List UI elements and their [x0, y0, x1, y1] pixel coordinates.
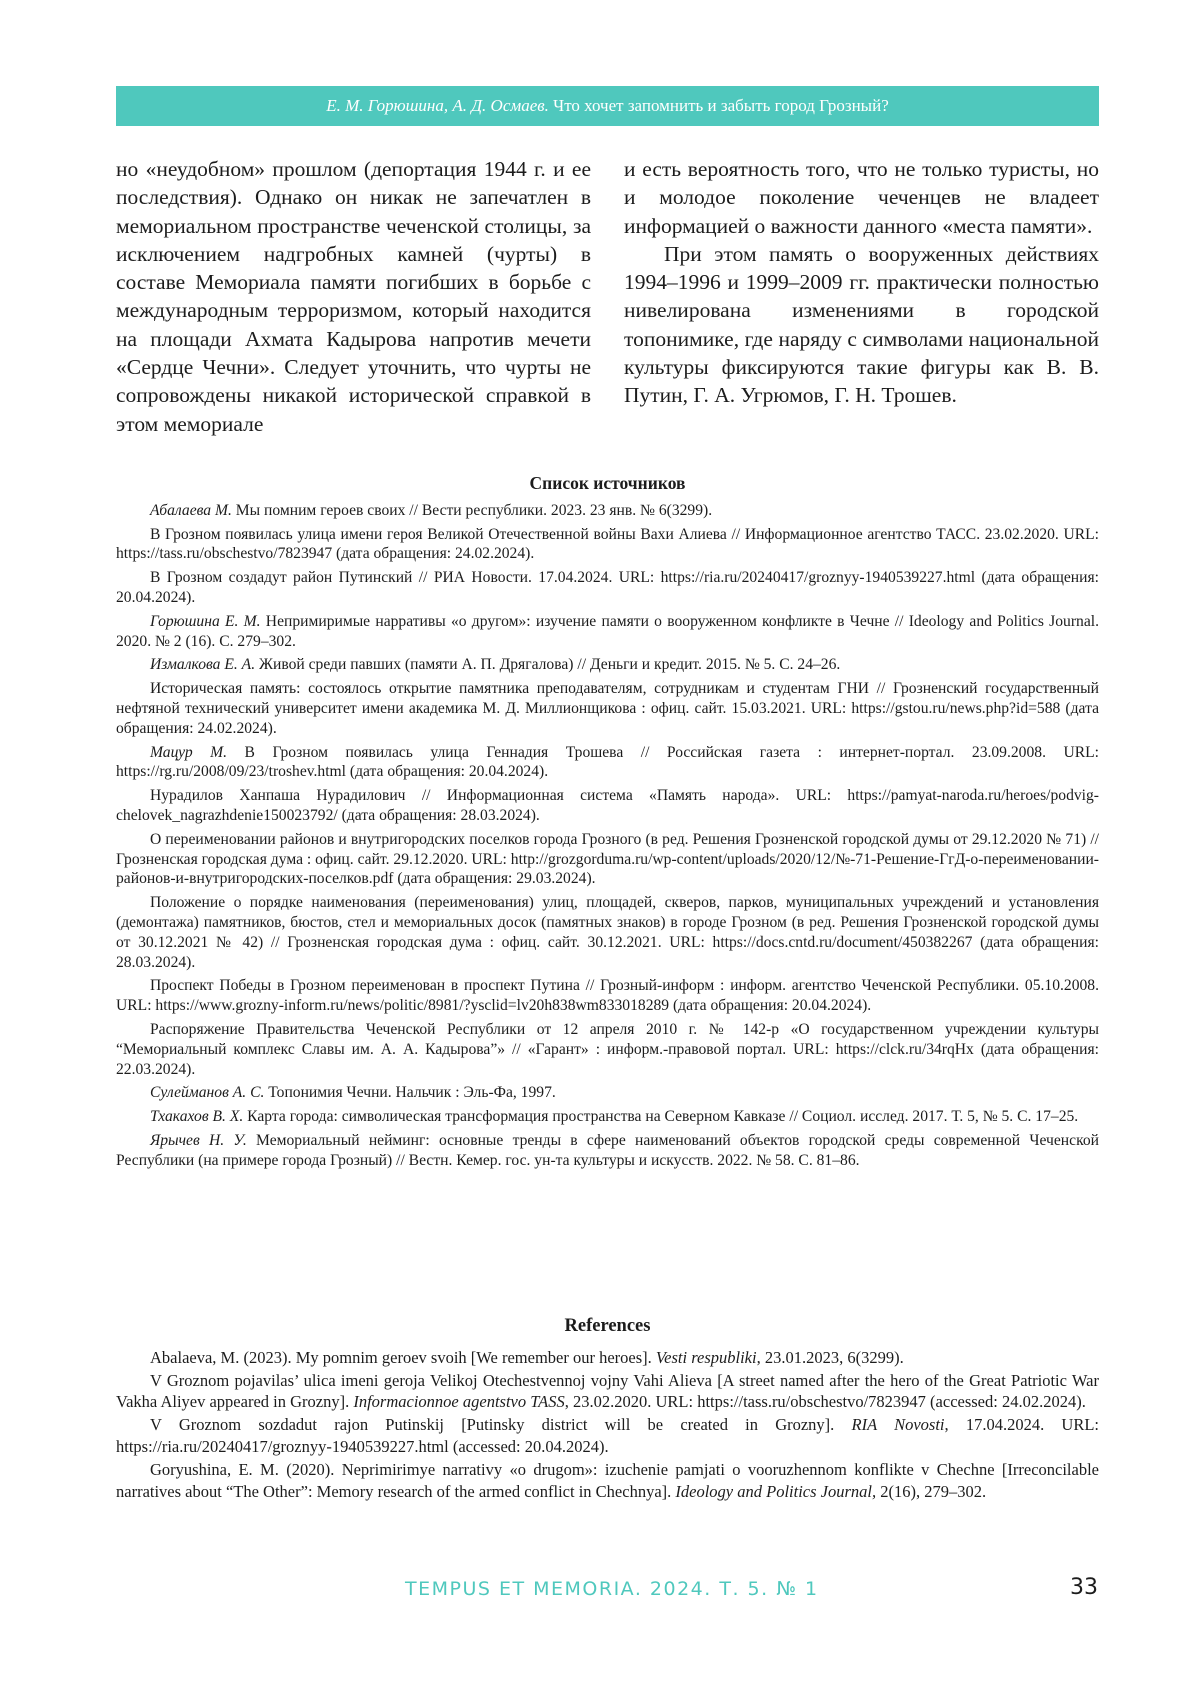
source-text: Историческая память: состоялось открытие памятника преподавателям, сотрудникам и студентам ГНИ // Грозненский государственный нефтяной технический университет имени академика М. Д. Миллионщикова : офиц. сайт. 15.03.2021. URL: https://gstou.ru/news.php?id=588 (дата обращения: 24.02.2024). [116, 680, 1099, 737]
reference-ital: Ideology and Politics Journal, [675, 1481, 877, 1501]
source-entry [116, 612, 1099, 652]
reference-post: 2(16), 279–302. [876, 1481, 987, 1501]
references-section [116, 1316, 1099, 1503]
source-author: Абалаева М. [150, 501, 232, 519]
source-entry [116, 655, 1099, 675]
source-entry [116, 1107, 1099, 1127]
source-text: В Грозном появилась улица имени героя Великой Отечественной войны Вахи Алиева // Информационное агентство ТАСС. 23.02.2020. URL: https://tass.ru/obschestvo/7823947 (дата обращения: 24.02.2024). [116, 525, 1099, 563]
body-paragraph: При этом память о вооруженных действиях 1994–1996 и 1999–2009 гг. практически полностью нивелирована изменениями в городской топонимике, где наряду с символами национальной культуры фиксируются такие фигуры как В. В. Путин, Г. А. Угрюмов, Г. Н. Трошев. [624, 241, 1099, 408]
source-text: Распоряжение Правительства Чеченской Республики от 12 апреля 2010 г. № 142-р «О государственном учреждении культуры “Мемориальный комплекс Славы им. А. А. Кадырова”» // «Гарант» : информ.-правовой портал. URL: https://clck.ru/34rqHx (дата обращения: 22.03.2024). [116, 1020, 1099, 1078]
source-author: Измалкова Е. А. [150, 656, 256, 674]
reference-ital: Vesti respubliki [655, 1347, 757, 1367]
reference-pre: Abalaeva, M. (2023). My pomnim geroev svoih [We remember our heroes]. [150, 1347, 656, 1367]
sources-list [116, 501, 1099, 1171]
source-entry [116, 743, 1099, 783]
source-entry [116, 568, 1099, 608]
body-paragraph: и есть вероятность того, что не только туристы, но и молодое поколение чеченцев не владеет информацией о важности данного «места памяти». [624, 157, 1099, 238]
body-column-right [624, 155, 1099, 438]
source-entry [116, 976, 1099, 1016]
source-entry [116, 679, 1099, 738]
source-text: В Грозном создадут район Путинский // РИА Новости. 17.04.2024. URL: https://ria.ru/20240417/groznyy-1940539227.html (дата обращения: 20.04.2024). [116, 569, 1099, 606]
sources-section [116, 474, 1099, 1175]
source-author: Сулейманов А. С. [150, 1084, 265, 1102]
body-columns [116, 155, 1099, 438]
source-author: Ярычев Н. У. [150, 1131, 247, 1149]
source-text: Живой среди павших (памяти А. П. Дрягалова) // Деньги и кредит. 2015. № 5. С. 24–26. [255, 656, 841, 674]
journal-footer: TEMPUS ET MEMORIA. 2024. Т. 5. № 1 [405, 1578, 819, 1600]
reference-pre: Goryushina, E. M. (2020). Neprimirimye narrativy «o drugom»: izuchenie pamjati o vooruzhennom konflikte v Chechne [Irreconcilable narratives about “The Other”: Memory research of the armed conflict in Chechnya]. [116, 1459, 1099, 1501]
source-entry [116, 1083, 1099, 1103]
source-entry [116, 830, 1099, 889]
header-authors: Е. М. Горюшина, А. Д. Осмаев. [326, 96, 549, 115]
reference-pre: V Groznom pojavilas’ ulica imeni geroja Velikoj Otechestvennoj vojny Vahi Alieva [A street named after the hero of the Great Patriotic War Vakha Aliyev appeared in Grozny]. [116, 1370, 1099, 1412]
source-entry [116, 1020, 1099, 1079]
source-text: Топонимия Чечни. Нальчик : Эль-Фа, 1997. [264, 1084, 556, 1102]
body-column-left [116, 155, 591, 438]
reference-ital: Informacionnoe agentstvo TASS [353, 1392, 565, 1412]
source-text: Непримиримые нарративы «о другом»: изучение памяти о вооруженном конфликте в Чечне // Ideology and Politics Journal. 2020. № 2 (16). С. 279–302. [116, 612, 1099, 650]
header-title: Что хочет запомнить и забыть город Грозный? [553, 96, 889, 115]
source-author: Горюшина Е. М. [150, 612, 261, 630]
source-author: Мацур М. [150, 743, 228, 761]
reference-entry [116, 1370, 1099, 1414]
running-header [116, 86, 1099, 126]
source-text: Нурадилов Ханпаша Нурадилович // Информационная система «Память народа». URL: https://pamyat-naroda.ru/heroes/podvig-chelovek_nagrazhdenie150023792/ (дата обращения: 28.03.2024). [116, 787, 1099, 824]
reference-post: , 23.02.2020. URL: https://tass.ru/obschestvo/7823947 (accessed: 24.02.2024). [564, 1392, 1086, 1412]
reference-post: , 23.01.2023, 6(3299). [756, 1347, 904, 1367]
source-author: Тхакахов В. Х. [150, 1108, 244, 1126]
reference-entry [116, 1459, 1099, 1503]
source-entry [116, 501, 1099, 521]
source-entry [116, 893, 1099, 972]
source-text: Карта города: символическая трансформация пространства на Северном Кавказе // Социол. исслед. 2017. Т. 5, № 5. С. 17–25. [243, 1108, 1079, 1126]
source-entry [116, 786, 1099, 826]
reference-pre: V Groznom sozdadut rajon Putinskij [Putinsky district will be created in Grozny]. [150, 1415, 852, 1435]
source-entry [116, 1131, 1099, 1171]
references-list [116, 1347, 1099, 1503]
body-paragraph: но «неудобном» прошлом (депортация 1944 г. и ее последствия). Однако он никак не запечатлен в мемориальном пространстве чеченской столицы, за исключением надгробных камней (чурты) в составе Мемориала памяти погибших в борьбе с международным терроризмом, который находится на площади Ахмата Кадырова напротив мечети «Сердце Чечни». Следует уточнить, что чурты не сопровождены никакой исторической справкой в этом мемориале [116, 157, 591, 436]
source-text: Проспект Победы в Грозном переименован в проспект Путина // Грозный-информ : информ. агентство Чеченской Республики. 05.10.2008. URL: https://www.grozny-inform.ru/news/politic/8981/?ysclid=lv20h838wm833018289 (дата обращения: 20.04.2024). [116, 977, 1099, 1015]
source-text: В Грозном появилась улица Геннадия Трошева // Российская газета : интернет-портал. 23.09.2008. URL: https://rg.ru/2008/09/23/troshev.html (дата обращения: 20.04.2024). [116, 743, 1099, 781]
source-text: Мы помним героев своих // Вести республики. 2023. 23 янв. № 6(3299). [231, 501, 713, 519]
reference-entry [116, 1347, 1099, 1369]
reference-entry [116, 1414, 1099, 1458]
reference-ital: RIA Novosti [851, 1415, 945, 1435]
references-heading: References [564, 1316, 651, 1336]
page-number: 33 [1070, 1575, 1098, 1600]
source-entry [116, 525, 1099, 565]
reference-post: , 17.04.2024. URL: https://ria.ru/20240417/groznyy-1940539227.html (accessed: 20.04.2024). [116, 1415, 1099, 1456]
sources-heading: Список источников [529, 473, 686, 493]
source-text: Мемориальный нейминг: основные тренды в сфере наименований объектов городской среды современной Чеченской Республики (на примере города Грозный) // Вестн. Кемер. гос. ун-та культуры и искусств. 2022. № 58. С. 81–86. [116, 1131, 1099, 1169]
source-text: Положение о порядке наименования (переименования) улиц, площадей, скверов, парков, муниципальных учреждений и установления (демонтажа) памятников, бюстов, стел и мемориальных досок (памятных знаков) в городе Грозном (в ред. Решения Грозненской городской думы от 30.12.2021 № 42) // Грозненская городская дума : офиц. сайт. 30.12.2021. URL: https://docs.cntd.ru/document/450382267 (дата обращения: 28.03.2024). [116, 894, 1099, 971]
source-text: О переименовании районов и внутригородских поселков города Грозного (в ред. Решения Грозненской городской думы от 29.12.2020 № 71) // Грозненская городская дума : офиц. сайт. 29.12.2020. URL: http://grozgorduma.ru/wp-content/uploads/2020/12/№-71-Решение-ГгД-о-переименовании-районов-и-внутригородских-поселков.pdf (дата обращения: 29.03.2024). [116, 830, 1099, 888]
